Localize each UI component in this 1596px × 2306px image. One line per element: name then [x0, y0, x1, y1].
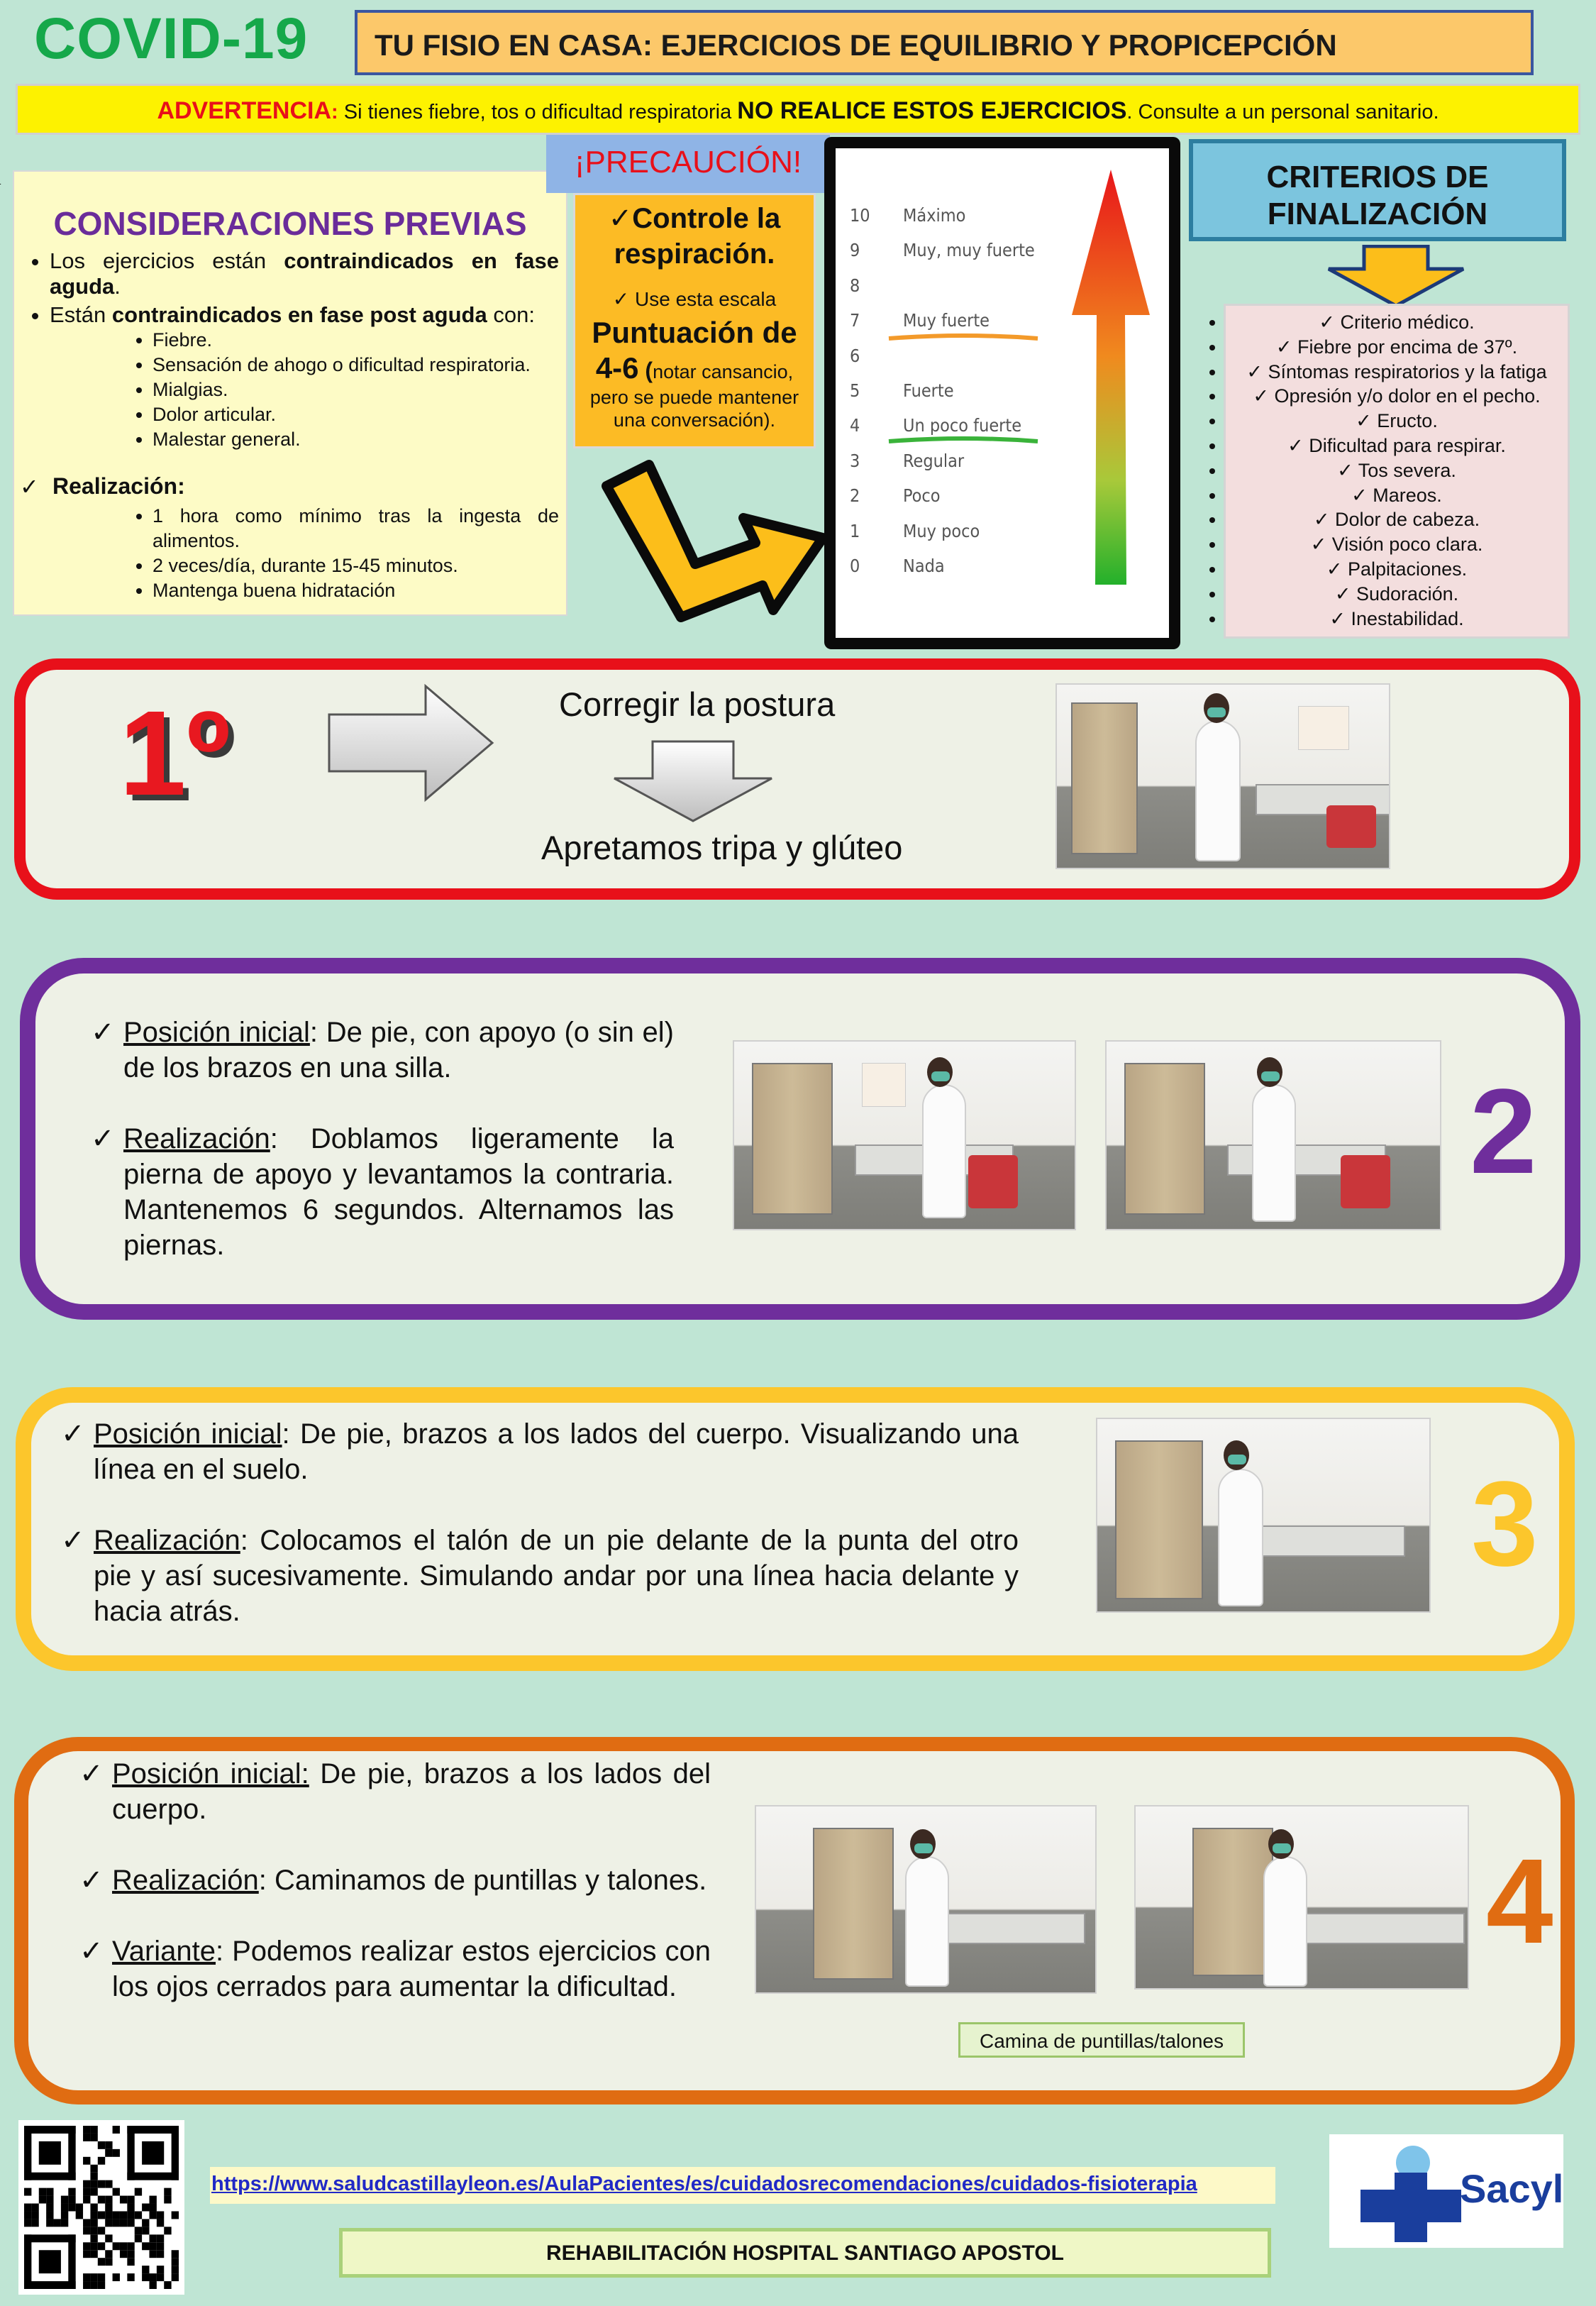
down-step-arrow-icon [611, 739, 775, 824]
exercise-3-photo [1096, 1418, 1431, 1613]
scale-label: Regular [903, 450, 965, 471]
exercise-2-number: 2 [1470, 1064, 1537, 1199]
hospital-box [339, 2228, 1271, 2278]
exercise-4-number: 4 [1486, 1834, 1553, 1969]
score-text: Puntuación de 4-6 (notar cansancio, pero se puede mantener una conversación). [589, 316, 799, 431]
use-scale: ✓ Use esta escala [612, 288, 777, 310]
warning-bold: NO REALICE ESTOS EJERCICIOS [737, 97, 1127, 124]
exercise-4-start: ✓ Posición inicial: De pie, brazos a los lados del cuerpo. [112, 1756, 711, 1827]
exercise-4-photo-b [1134, 1805, 1469, 1990]
criteria-item: • ✓ Inestabilidad. [1226, 607, 1568, 631]
symptom-item: ➢ • Sensación de ahogo o dificultad respiratoria. [153, 353, 559, 377]
caution-title: ¡PRECAUCIÓN! [574, 145, 802, 180]
exercise-4-do: ✓ Realización: Caminamos de puntillas y talones. [112, 1863, 711, 1898]
scale-row [850, 521, 980, 549]
scale-number: 2 [850, 485, 860, 507]
exercise-3-do: ✓ Realización: Colocamos el talón de un pie delante de la punta del otro pie y así sucesivamente. Simulando andar por una línea hacia delante y hacia atrás. [94, 1523, 1019, 1629]
criteria-item: • ✓ Sudoración. [1226, 582, 1568, 607]
symptom-item: ➢ • Mialgias. [153, 377, 559, 402]
exercise-3-start: ✓ Posición inicial: De pie, brazos a los lados del cuerpo. Visualizando una línea en el suelo. [94, 1416, 1019, 1487]
scale-number: 6 [850, 345, 860, 366]
warning-text-1: Si tienes fiebre, tos o dificultad respiratoria [338, 101, 738, 123]
warning-label: ADVERTENCIA [157, 97, 332, 124]
scale-label: Un poco fuerte [903, 415, 1022, 436]
qr-code-icon [24, 2126, 179, 2289]
criteria-item: • ✓ Opresión y/o dolor en el pecho. [1226, 384, 1568, 409]
criteria-item: • ✓ Eructo. [1226, 409, 1568, 434]
realization-item: ➢ • 1 hora como mínimo tras la ingesta de alimentos. [153, 504, 559, 553]
scale-row [850, 451, 964, 479]
subtitle-text: TU FISIO EN CASA: EJERCICIOS DE EQUILIBRIO Y PROPICEPCIÓN [375, 28, 1337, 62]
exercise-2-start: ✓ Posición inicial: De pie, con apoyo (o sin el) de los brazos en una silla. [123, 1015, 674, 1086]
realization-heading: ✓ Realización: [52, 473, 590, 500]
scale-row [850, 240, 1035, 268]
exercise-1-number: 1º [119, 686, 231, 821]
scale-row [850, 380, 954, 409]
hospital-name: REHABILITACIÓN HOSPITAL SANTIAGO APOSTOL [545, 2241, 1065, 2265]
qr-code [18, 2120, 184, 2295]
criteria-item: • ✓ Fiebre por encima de 37º. [1226, 335, 1568, 360]
scale-label: Muy poco [903, 520, 980, 541]
scale-label: Muy, muy fuerte [903, 240, 1035, 261]
symptoms-list [21, 328, 559, 452]
intensity-arrow-icon [1068, 166, 1153, 592]
scale-label: Poco [903, 485, 941, 507]
scale-number: 5 [850, 380, 860, 401]
exercise-1-photo [1055, 683, 1390, 869]
scale-number: 0 [850, 556, 860, 576]
scale-row [850, 485, 941, 514]
scale-number: 8 [850, 275, 860, 296]
sacyl-cross-icon [1358, 2143, 1464, 2242]
exercise-4-caption: Camina de puntillas/talones [958, 2022, 1245, 2058]
green-line-4 [885, 436, 1041, 446]
warning-text-2: . Consulte a un personal sanitario. [1126, 101, 1439, 123]
orange-line-7 [885, 333, 1041, 343]
exercise-2-photo-b [1105, 1040, 1441, 1230]
right-arrow-icon [326, 683, 497, 803]
down-arrow-icon [1325, 245, 1467, 309]
criteria-item: • ✓ Síntomas respiratorios y la fatiga [1226, 360, 1568, 385]
sacyl-logo-text: Sacyl [1460, 2166, 1564, 2211]
scale-row [850, 205, 965, 233]
scale-row [850, 556, 945, 584]
subtitle-box [355, 10, 1534, 75]
scale-label: Nada [903, 556, 945, 576]
scale-label: Fuerte [903, 380, 954, 401]
considerations-title: CONSIDERACIONES PREVIAS [53, 205, 527, 242]
resource-link[interactable]: https://www.saludcastillayleon.es/AulaPacientes/es/cuidadosrecomendaciones/cuidados-fisioterapia [211, 2173, 1197, 2195]
caution-title-box [546, 135, 830, 193]
criteria-list [1226, 310, 1568, 631]
exercise-1-step-2: Apretamos tripa y glúteo [541, 829, 903, 866]
exercise-4-variant: ✓ Variante: Podemos realizar estos ejercicios con los ojos cerrados para aumentar la dificultad. [112, 1933, 711, 2004]
exercise-4-photo-a [755, 1805, 1097, 1994]
symptom-item: ➢ • Dolor articular. [153, 402, 559, 427]
scale-number: 9 [850, 240, 860, 261]
warning-colon: : [331, 101, 338, 123]
url-box [210, 2167, 1275, 2204]
symptom-item: ➢ • Fiebre. [153, 328, 559, 353]
scale-number: 3 [850, 450, 860, 471]
symptom-item: ➢ • Malestar general. [153, 427, 559, 452]
contraindicated-acute: ✓ • Los ejercicios están contraindicados en fase aguda. [50, 248, 559, 299]
scale-number: 4 [850, 415, 860, 436]
criteria-title-box [1189, 139, 1566, 241]
criteria-item: • ✓ Criterio médico. [1226, 310, 1568, 335]
contraindicated-post-acute: ✓ • Están contraindicados en fase post aguda con: [50, 302, 559, 328]
criteria-item: • ✓ Dificultad para respirar. [1226, 434, 1568, 458]
criteria-item: • ✓ Dolor de cabeza. [1226, 507, 1568, 532]
exercise-4-text [112, 1756, 711, 2004]
scale-number: 10 [850, 205, 870, 226]
criteria-title: CRITERIOS DE FINALIZACIÓN [1266, 160, 1489, 231]
realization-list [21, 504, 559, 603]
exercise-3-text [94, 1416, 1019, 1629]
scale-label: Máximo [903, 205, 966, 226]
borg-scale [824, 137, 1180, 649]
criteria-item: • ✓ Palpitaciones. [1226, 557, 1568, 582]
scale-label: Muy fuerte [903, 310, 990, 331]
scale-number: 1 [850, 520, 860, 541]
scale-rows [850, 205, 1048, 574]
breathing-control: ✓Controle la respiración. [608, 203, 781, 270]
criteria-item: • ✓ Tos severa. [1226, 458, 1568, 483]
l-arrow-icon [596, 447, 830, 653]
exercise-1-step-1: Corregir la postura [559, 685, 836, 723]
scale-row [850, 275, 903, 304]
exercise-2-do: ✓ Realización: Doblamos ligeramente la pierna de apoyo y levantamos la contraria. Mantenemos 6 segundos. Alternamos las piernas. [123, 1121, 674, 1263]
exercise-3-number: 3 [1471, 1457, 1539, 1591]
sacyl-logo [1329, 2134, 1563, 2248]
exercise-2-text [123, 1015, 674, 1263]
criteria-item: • ✓ Mareos. [1226, 483, 1568, 508]
warning-banner [16, 84, 1580, 135]
realization-item: ➢ • Mantenga buena hidratación [153, 578, 559, 603]
caution-box [573, 193, 816, 448]
exercise-2-photo-a [733, 1040, 1076, 1230]
criteria-box [1224, 304, 1570, 639]
scale-number: 7 [850, 310, 860, 331]
scale-row [850, 346, 903, 374]
considerations-box [13, 170, 567, 616]
main-title: COVID-19 [34, 6, 309, 71]
realization-item: ➢ • 2 veces/día, durante 15-45 minutos. [153, 553, 559, 578]
criteria-item: • ✓ Visión poco clara. [1226, 532, 1568, 557]
